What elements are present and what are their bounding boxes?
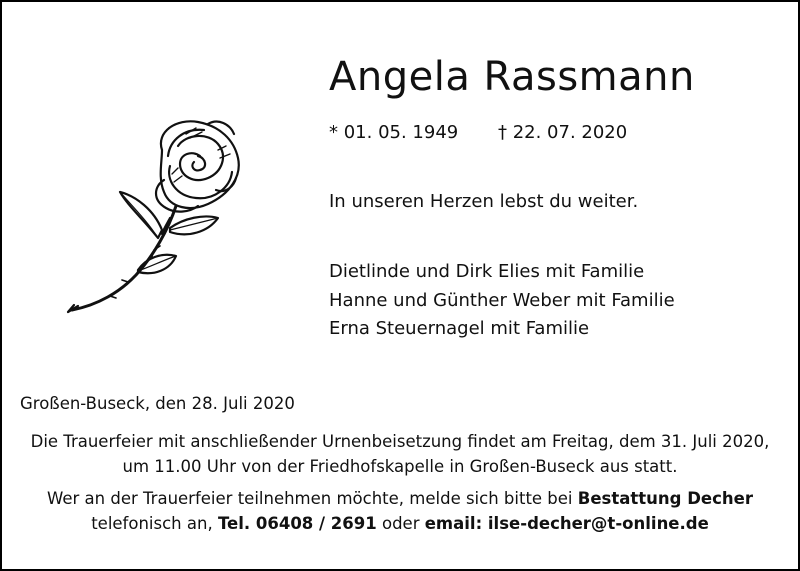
life-dates	[329, 122, 627, 143]
birth-date: * 01. 05. 1949	[329, 122, 459, 143]
mourner-line: Dietlinde und Dirk Elies mit Familie	[329, 261, 645, 282]
deceased-name: Angela Rassmann	[329, 54, 695, 100]
phone-number: Tel. 06408 / 2691	[217, 514, 377, 533]
place-date: Großen-Buseck, den 28. Juli 2020	[20, 394, 295, 413]
funeral-home-name: Bestattung Decher	[577, 489, 753, 508]
rose-icon	[58, 110, 258, 320]
email-address: email: ilse-decher@t-online.de	[424, 514, 709, 533]
ceremony-notice	[2, 429, 798, 479]
contact-line-2	[2, 511, 798, 536]
contact-text: Wer an der Trauerfeier teilnehmen möchte, melde sich bitte bei	[47, 489, 573, 508]
contact-notice	[2, 486, 798, 536]
mourner-line: Hanne und Günther Weber mit Familie	[329, 289, 675, 311]
contact-connector: oder	[381, 514, 420, 533]
ceremony-line: um 11.00 Uhr von der Friedhofskapelle in Großen-Buseck aus statt.	[122, 457, 678, 476]
motto: In unseren Herzen lebst du weiter.	[329, 191, 639, 212]
contact-line-1	[2, 486, 798, 511]
mourner-line: Erna Steuernagel mit Familie	[329, 318, 590, 339]
ceremony-line: Die Trauerfeier mit anschließender Urnenbeisetzung findet am Freitag, dem 31. Juli 2020,	[30, 432, 770, 451]
contact-prefix: telefonisch an,	[91, 514, 213, 533]
mourners-list	[329, 258, 675, 344]
death-date: † 22. 07. 2020	[497, 122, 628, 143]
